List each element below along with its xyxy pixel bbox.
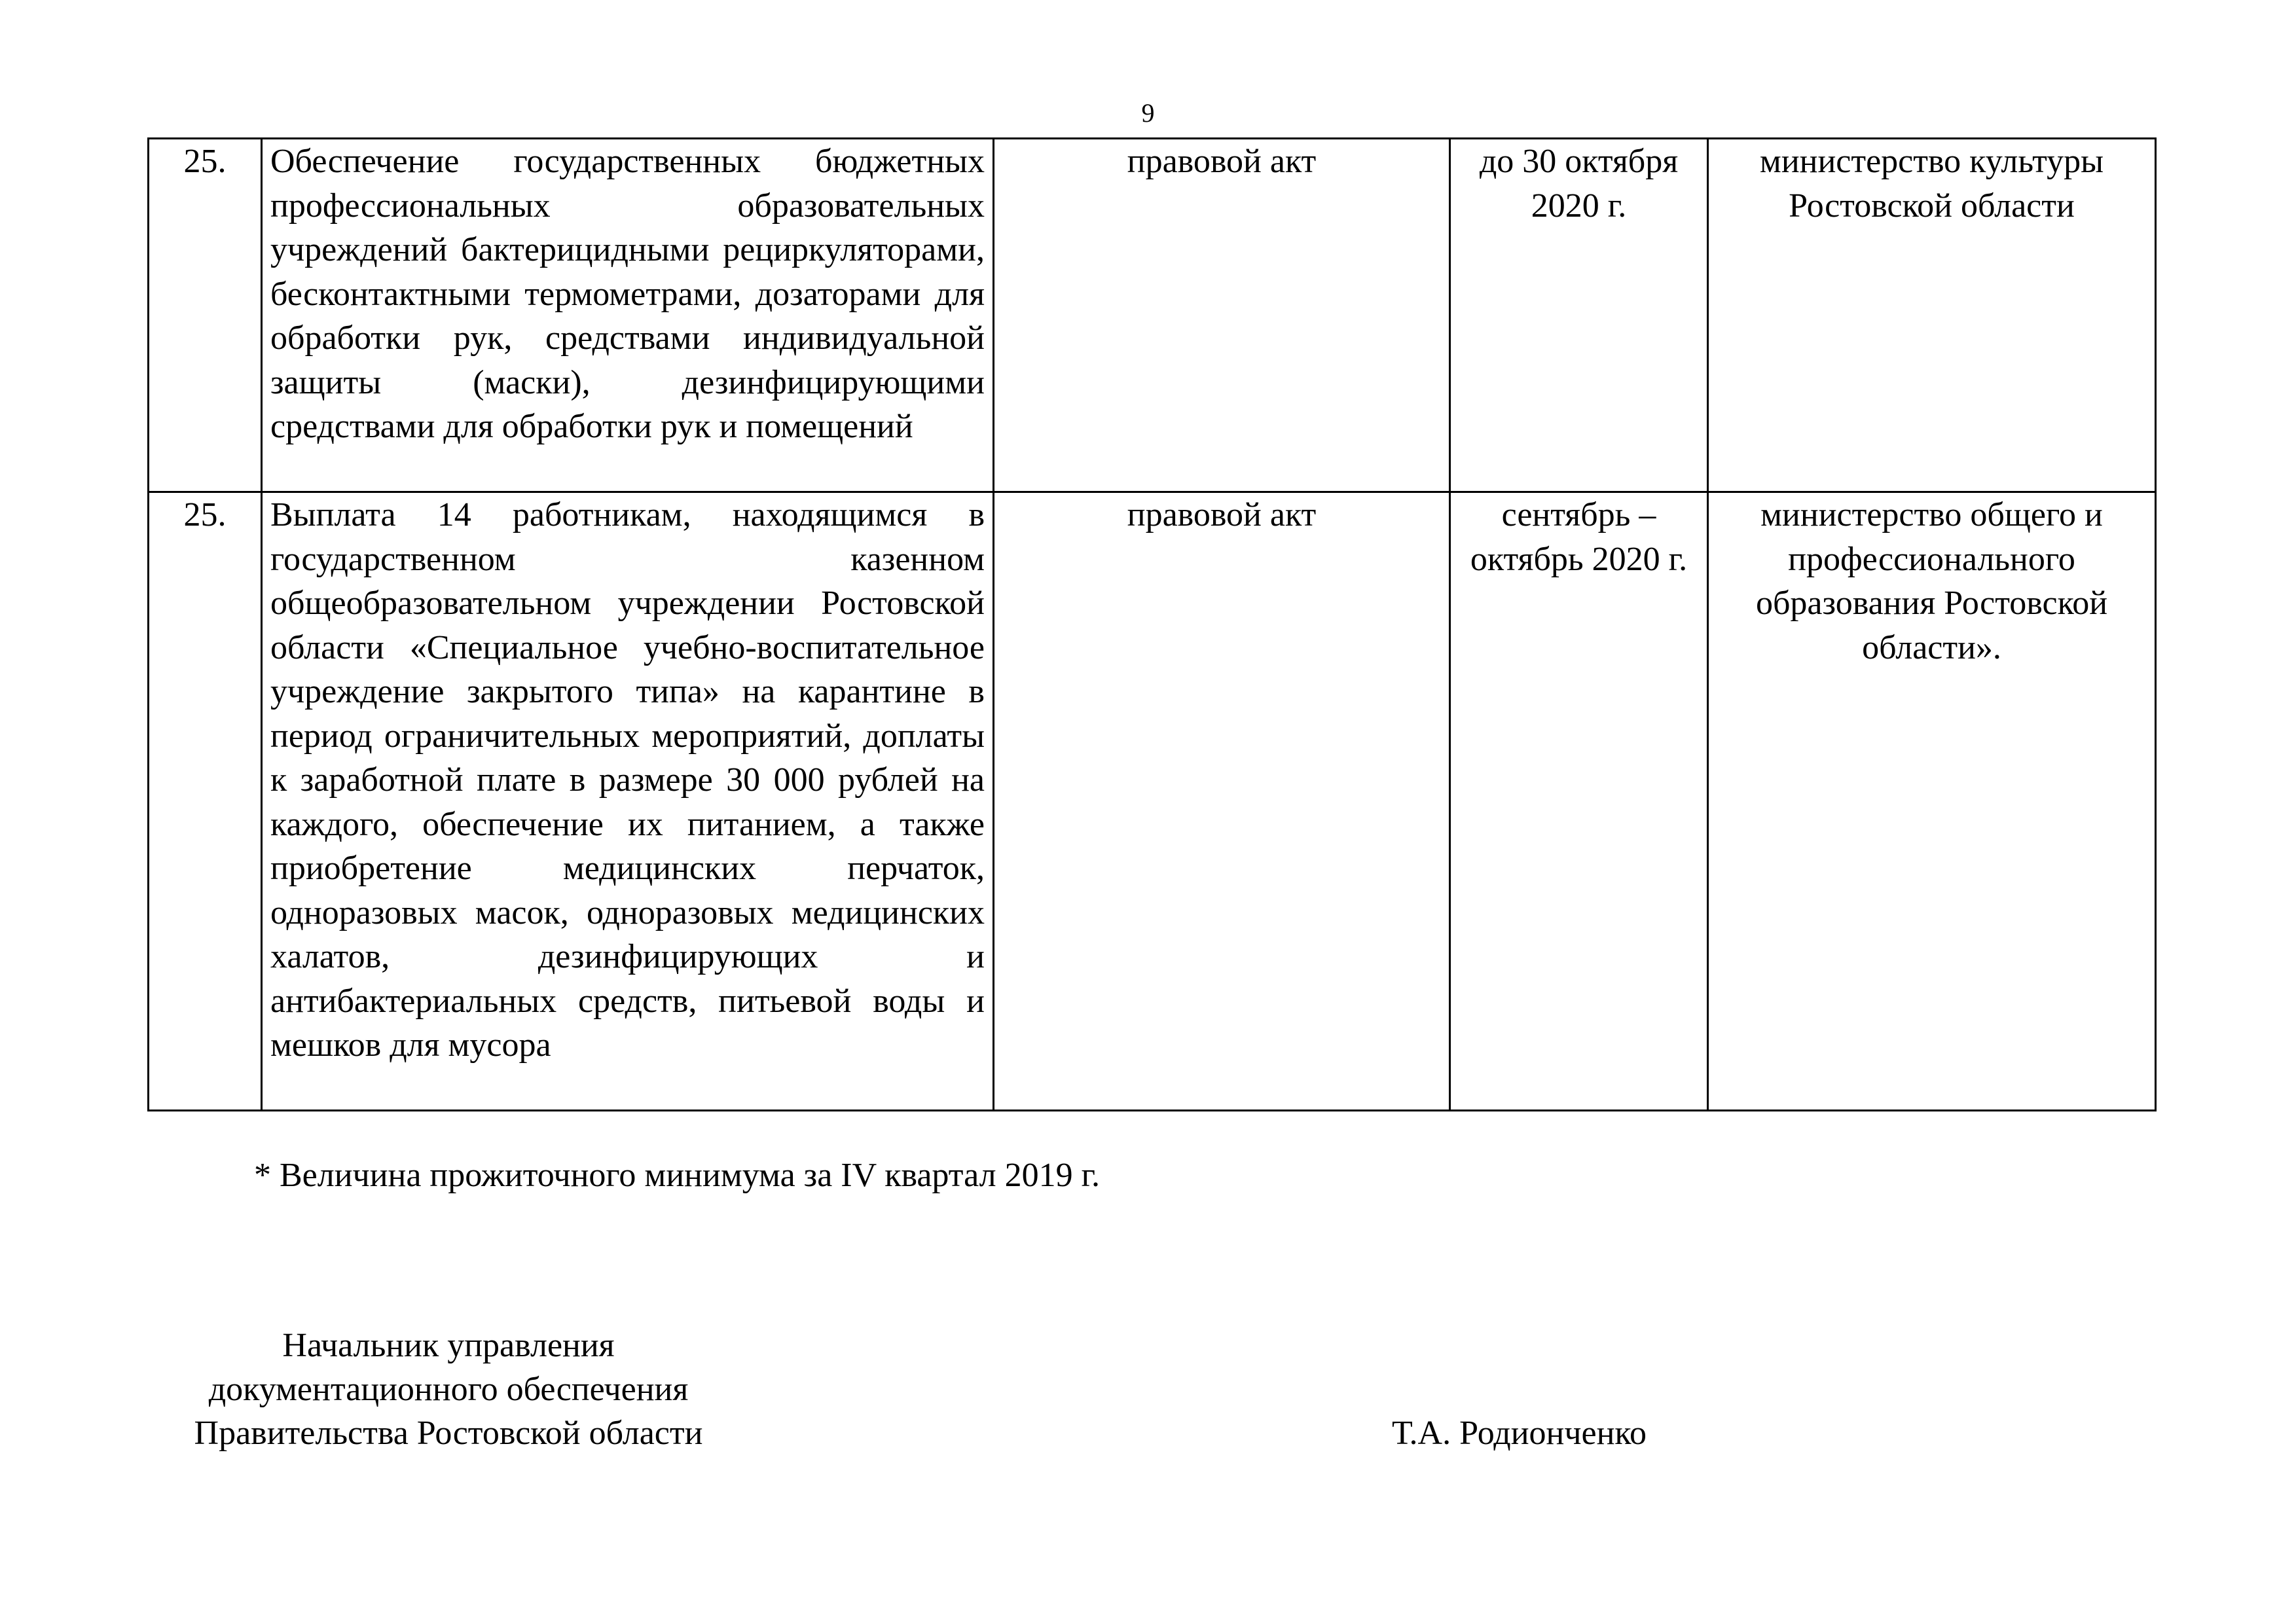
- signatory-position-line: документационного обеспечения: [208, 1371, 689, 1408]
- responsible-executor: министерство общего и профессионального образования Ростовской области».: [1708, 492, 2156, 1111]
- measures-table: [147, 137, 2157, 1111]
- document-form: правовой акт: [994, 139, 1450, 492]
- signatory-position: [147, 1324, 750, 1455]
- signatory-position-line: Правительства Ростовской области: [194, 1415, 703, 1452]
- footnote: * Величина прожиточного минимума за IV квартал 2019 г.: [254, 1157, 1101, 1194]
- table-row: [149, 139, 2156, 492]
- deadline: до 30 октября 2020 г.: [1450, 139, 1708, 492]
- signatory-position-line: Начальник управления: [282, 1327, 615, 1364]
- page-number: 9: [1141, 98, 1155, 128]
- measure-description: Обеспечение государственных бюджетных профессиональных образовательных учреждений бактерицидными рециркуляторами, бесконтактными термометрами, дозаторами для обработки рук, средствами индивидуальной защиты (маски), дезинфицирующими средствами для обработки рук и помещений: [262, 139, 994, 492]
- deadline: сентябрь – октябрь 2020 г.: [1450, 492, 1708, 1111]
- responsible-executor: министерство культуры Ростовской области: [1708, 139, 2156, 492]
- row-number: 25.: [149, 492, 262, 1111]
- signatory-name: Т.А. Родионченко: [1392, 1415, 1647, 1452]
- document-form: правовой акт: [994, 492, 1450, 1111]
- table-row: [149, 492, 2156, 1111]
- row-number: 25.: [149, 139, 262, 492]
- measure-description: Выплата 14 работникам, находящимся в государственном казенном общеобразовательном учреждении Ростовской области «Специальное учебно-воспитательное учреждение закрытого типа» на карантине в период ограничительных мероприятий, доплаты к заработной плате в размере 30 000 рублей на каждого, обеспечение их питанием, а также приобретение медицинских перчаток, одноразовых масок, одноразовых медицинских халатов, дезинфицирующих и антибактериальных средств, питьевой воды и мешков для мусора: [262, 492, 994, 1111]
